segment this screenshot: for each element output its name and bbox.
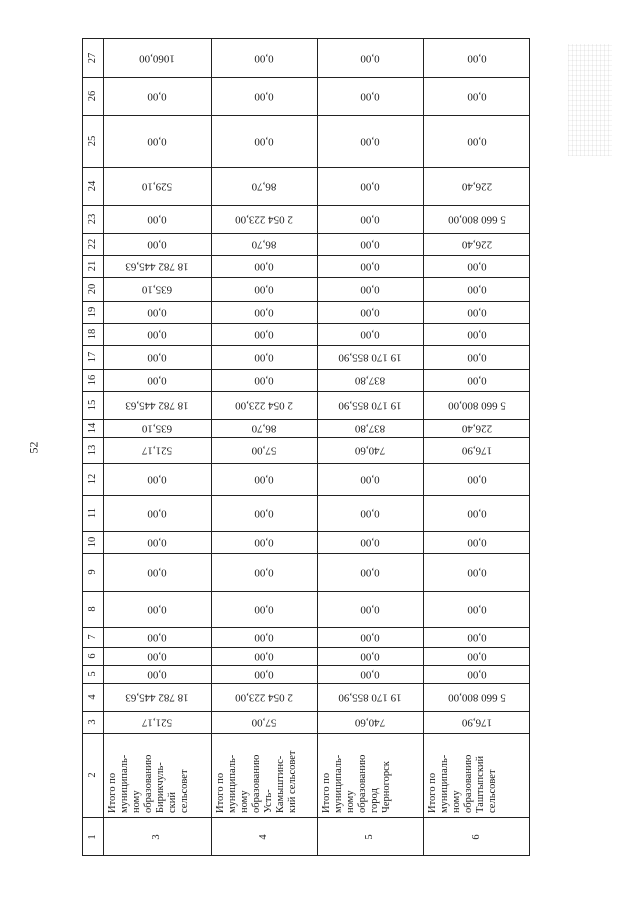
header-number: 15 xyxy=(86,399,98,411)
header-number: 2 xyxy=(86,772,98,778)
table-cell: 0,00 xyxy=(147,90,167,103)
row-number: 6 xyxy=(470,834,482,840)
header-number: 6 xyxy=(86,653,98,659)
row-divider xyxy=(83,627,529,628)
page-number: 52 xyxy=(26,441,41,454)
table-cell: 18 782 445,63 xyxy=(125,260,189,273)
table-cell: 0,00 xyxy=(467,473,487,486)
row-divider xyxy=(83,419,529,420)
table-cell: 0,00 xyxy=(467,90,487,103)
table-cell: 0,00 xyxy=(467,283,487,296)
table-cell: 0,00 xyxy=(360,90,380,103)
table-cell: 0,00 xyxy=(147,351,167,364)
table-cell: 176,90 xyxy=(461,444,493,457)
table-cell: 0,00 xyxy=(254,603,274,616)
table-cell: 0,00 xyxy=(467,374,487,387)
table-cell: 19 170 855,90 xyxy=(338,399,402,412)
table-cell: 5 660 800,00 xyxy=(448,213,506,226)
header-number: 24 xyxy=(86,180,98,192)
table-cell: 521,17 xyxy=(141,444,173,457)
header-number: 20 xyxy=(86,283,98,295)
table-cell: 0,00 xyxy=(360,52,380,65)
header-number: 4 xyxy=(86,694,98,700)
row-divider xyxy=(83,665,529,666)
table-cell: 0,00 xyxy=(467,631,487,644)
row-divider xyxy=(83,531,529,532)
table-cell: 0,00 xyxy=(147,328,167,341)
row-number: 3 xyxy=(150,834,162,840)
row-divider xyxy=(83,255,529,256)
row-divider xyxy=(83,495,529,496)
table-cell: 0,00 xyxy=(467,306,487,319)
table-cell: 2 054 223,00 xyxy=(235,691,293,704)
table-cell: 0,00 xyxy=(254,306,274,319)
row-divider xyxy=(83,463,529,464)
table-cell: 0,00 xyxy=(467,328,487,341)
table-cell: 0,00 xyxy=(147,631,167,644)
row-number: 4 xyxy=(257,834,269,840)
table-cell: 0,00 xyxy=(360,668,380,681)
table-cell: 0,00 xyxy=(360,507,380,520)
table-cell: 0,00 xyxy=(467,650,487,663)
header-number: 19 xyxy=(86,306,98,318)
table-cell: 0,00 xyxy=(360,260,380,273)
table-cell: 740,60 xyxy=(354,444,386,457)
table-cell: 0,00 xyxy=(360,566,380,579)
row-divider xyxy=(83,301,529,302)
header-number: 7 xyxy=(86,634,98,640)
table-cell: 57,00 xyxy=(251,716,277,729)
table-cell: 1060,00 xyxy=(139,52,175,65)
table-cell: 176,90 xyxy=(461,716,493,729)
table-cell: 0,00 xyxy=(360,603,380,616)
header-number: 14 xyxy=(86,422,98,434)
table-cell: 0,00 xyxy=(147,306,167,319)
header-number: 10 xyxy=(86,536,98,548)
table-cell: 0,00 xyxy=(147,566,167,579)
table-cell: 0,00 xyxy=(254,668,274,681)
table-cell: 226,40 xyxy=(461,422,493,435)
row-divider xyxy=(83,77,529,78)
header-number: 13 xyxy=(86,444,98,456)
table-cell: 0,00 xyxy=(147,213,167,226)
header-number: 21 xyxy=(86,260,98,272)
table-cell: 0,00 xyxy=(360,213,380,226)
row-number: 5 xyxy=(363,834,375,840)
municipality-name: Итого по муниципаль- ному образованию Усть- Камыштинс- кий сельсовет xyxy=(215,750,298,813)
table-cell: 0,00 xyxy=(147,374,167,387)
table-cell: 0,00 xyxy=(254,374,274,387)
table-cell: 0,00 xyxy=(254,52,274,65)
table-cell: 0,00 xyxy=(147,650,167,663)
table-cell: 0,00 xyxy=(360,631,380,644)
table-cell: 0,00 xyxy=(254,566,274,579)
table-cell: 837,80 xyxy=(354,374,386,387)
header-number: 17 xyxy=(86,351,98,363)
table-cell: 226,40 xyxy=(461,238,493,251)
table-cell: 18 782 445,63 xyxy=(125,399,189,412)
table-cell: 86,70 xyxy=(251,422,277,435)
table-cell: 0,00 xyxy=(467,52,487,65)
table-cell: 0,00 xyxy=(360,135,380,148)
table-cell: 0,00 xyxy=(360,536,380,549)
table-cell: 0,00 xyxy=(147,238,167,251)
table-cell: 0,00 xyxy=(254,283,274,296)
header-number: 27 xyxy=(86,52,98,64)
table-cell: 0,00 xyxy=(360,283,380,296)
table-cell: 0,00 xyxy=(467,603,487,616)
header-number: 25 xyxy=(86,135,98,147)
row-divider xyxy=(83,369,529,370)
row-divider xyxy=(83,277,529,278)
table-cell: 19 170 855,90 xyxy=(338,691,402,704)
table-cell: 0,00 xyxy=(254,473,274,486)
table-cell: 0,00 xyxy=(254,507,274,520)
table-cell: 86,70 xyxy=(251,180,277,193)
table-cell: 0,00 xyxy=(467,536,487,549)
table-cell: 0,00 xyxy=(147,536,167,549)
table-cell: 0,00 xyxy=(147,603,167,616)
header-number: 9 xyxy=(86,569,98,575)
header-number: 1 xyxy=(86,834,98,840)
row-divider xyxy=(83,647,529,648)
table-cell: 0,00 xyxy=(467,668,487,681)
row-divider xyxy=(83,205,529,206)
table-cell: 521,17 xyxy=(141,716,173,729)
row-divider xyxy=(83,437,529,438)
table-cell: 0,00 xyxy=(467,135,487,148)
row-divider xyxy=(83,591,529,592)
header-number: 26 xyxy=(86,90,98,102)
row-divider xyxy=(83,167,529,168)
table-cell: 0,00 xyxy=(360,473,380,486)
row-divider xyxy=(83,683,529,684)
table-cell: 2 054 223,00 xyxy=(235,213,293,226)
header-number: 5 xyxy=(86,671,98,677)
row-divider xyxy=(83,817,529,818)
row-divider xyxy=(83,233,529,234)
row-divider xyxy=(83,115,529,116)
municipality-name: Итого по муниципаль- ному образованию город Черногорск xyxy=(321,754,392,813)
table-cell: 0,00 xyxy=(360,328,380,341)
table-cell: 635,10 xyxy=(141,283,173,296)
table-cell: 19 170 855,90 xyxy=(338,351,402,364)
header-number: 16 xyxy=(86,374,98,386)
table-cell: 57,00 xyxy=(251,444,277,457)
table-cell: 0,00 xyxy=(467,507,487,520)
data-table xyxy=(82,38,530,856)
row-divider xyxy=(83,391,529,392)
table-cell: 0,00 xyxy=(467,351,487,364)
table-cell: 0,00 xyxy=(147,473,167,486)
table-cell: 635,10 xyxy=(141,422,173,435)
header-number: 11 xyxy=(86,507,98,519)
header-number: 3 xyxy=(86,719,98,725)
header-number: 23 xyxy=(86,213,98,225)
table-cell: 0,00 xyxy=(254,260,274,273)
table-cell: 2 054 223,00 xyxy=(235,399,293,412)
table-cell: 18 782 445,63 xyxy=(125,691,189,704)
row-divider xyxy=(83,553,529,554)
municipality-name: Итого по муниципаль- ному образованию Бирикчуль- ский сельсовет xyxy=(107,754,190,813)
table-cell: 0,00 xyxy=(360,238,380,251)
table-cell: 5 660 800,00 xyxy=(448,399,506,412)
table-cell: 0,00 xyxy=(147,507,167,520)
row-divider xyxy=(83,733,529,734)
header-number: 18 xyxy=(86,328,98,340)
table-cell: 0,00 xyxy=(254,631,274,644)
table-cell: 86,70 xyxy=(251,238,277,251)
table-cell: 0,00 xyxy=(254,351,274,364)
table-cell: 0,00 xyxy=(254,650,274,663)
table-cell: 0,00 xyxy=(254,536,274,549)
table-cell: 0,00 xyxy=(467,260,487,273)
table-cell: 0,00 xyxy=(254,328,274,341)
header-number: 12 xyxy=(86,473,98,485)
header-number: 8 xyxy=(86,606,98,612)
table-cell: 0,00 xyxy=(360,650,380,663)
table-cell: 0,00 xyxy=(360,180,380,193)
table-cell: 0,00 xyxy=(467,566,487,579)
row-divider xyxy=(83,323,529,324)
header-number: 22 xyxy=(86,238,98,250)
table-cell: 226,40 xyxy=(461,180,493,193)
municipality-name: Итого по муниципаль- ному образованию Таштыпский сельсовет xyxy=(427,754,498,813)
table-cell: 0,00 xyxy=(254,90,274,103)
table-cell: 837,80 xyxy=(354,422,386,435)
table-cell: 0,00 xyxy=(147,135,167,148)
row-divider xyxy=(83,711,529,712)
table-cell: 529,10 xyxy=(141,180,173,193)
table-cell: 0,00 xyxy=(254,135,274,148)
table-cell: 0,00 xyxy=(147,668,167,681)
row-divider xyxy=(83,345,529,346)
table-cell: 0,00 xyxy=(360,306,380,319)
table-cell: 740,60 xyxy=(354,716,386,729)
scan-noise xyxy=(568,44,612,156)
table-cell: 5 660 800,00 xyxy=(448,691,506,704)
